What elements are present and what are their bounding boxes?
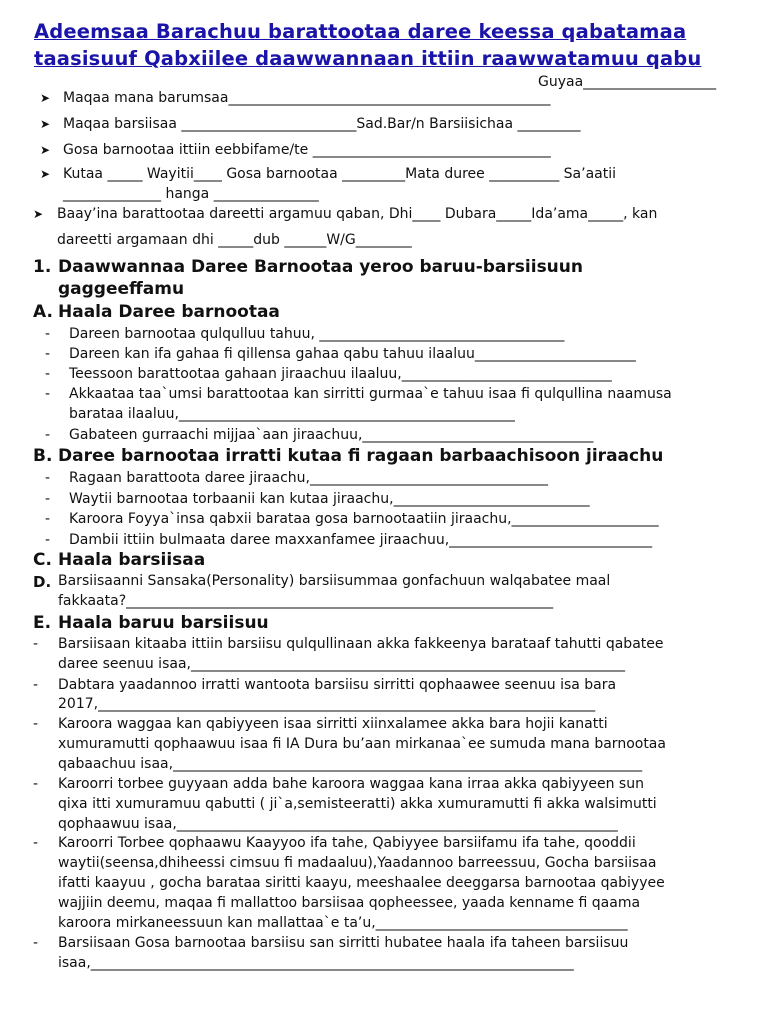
list-item: Dambii ittiin bulmaata daree maxxanfamee jiraachuu,_____________________________	[69, 532, 653, 548]
dash-bullet: -	[45, 532, 51, 548]
list-item: Waytii barnootaa torbaanii kan kutaa jiraachu,____________________________	[69, 491, 590, 507]
list-item: Teessoon barattootaa gahaan jiraachuu ilaaluu,______________________________	[69, 366, 612, 382]
section-1-number: 1.	[33, 257, 52, 277]
list-item-cont: barataa ilaaluu,________________________________________________	[69, 406, 515, 422]
arrow-bullet-icon: ➤	[40, 117, 51, 131]
arrow-bullet-icon: ➤	[40, 167, 51, 181]
title-line-1: Adeemsaa Barachuu barattootaa daree keessa qabatamaa	[34, 20, 687, 43]
section-1-title-cont: gaggeeffamu	[58, 279, 185, 299]
list-item: Dareen barnootaa qulqulluu tahuu, ___________________________________	[69, 326, 565, 342]
section-e-title: Haala baruu barsiisuu	[58, 613, 269, 633]
list-item-cont: daree seenuu isaa,______________________________________________________________	[58, 656, 625, 672]
section-a-title: Haala Daree barnootaa	[58, 302, 280, 322]
list-item: Dareen kan ifa gahaa fi qillensa gahaa qabu tahuu ilaaluu_______________________	[69, 346, 636, 362]
dash-bullet: -	[45, 427, 51, 443]
teacher-name-line: Maqaa barsiisaa _________________________Sad.Bar/n Barsiisichaa _________	[63, 116, 581, 132]
list-item-cont: isaa,_____________________________________________________________________	[58, 955, 574, 971]
section-c-title: Haala barsiisaa	[58, 550, 206, 570]
section-e-letter: E.	[33, 613, 52, 633]
list-item: Gabateen gurraachi mijjaa`aan jiraachuu,_________________________________	[69, 427, 594, 443]
dash-bullet: -	[45, 326, 51, 342]
section-1-title: Daawwannaa Daree Barnootaa yeroo baruu-barsiisuun	[58, 257, 583, 277]
dash-bullet: -	[33, 677, 39, 693]
dash-bullet: -	[33, 636, 39, 652]
section-c-letter: C.	[33, 550, 52, 570]
dash-bullet: -	[33, 776, 39, 792]
school-name-line: Maqaa mana barumsaa______________________________________________	[63, 90, 551, 106]
list-item: Barsiisaan kitaaba ittiin barsiisu qulqullinaan akka fakkeenya barataaf tahutti qabatee	[58, 636, 664, 652]
dash-bullet: -	[45, 346, 51, 362]
dash-bullet: -	[33, 716, 39, 732]
dash-bullet: -	[33, 835, 39, 851]
subject-line: Gosa barnootaa ittiin eebbifame/te __________________________________	[63, 142, 551, 158]
arrow-bullet-icon: ➤	[40, 143, 51, 157]
section-d-letter: D.	[33, 573, 52, 591]
list-item-cont: qophaawuu isaa,_______________________________________________________________	[58, 816, 618, 832]
dash-bullet: -	[45, 366, 51, 382]
class-period-line: Kutaa _____ Wayitii____ Gosa barnootaa _________Mata duree __________ Sa’aatii	[63, 166, 616, 182]
list-item-cont: karoora mirkaneessuun kan mallattaa`e ta’u,____________________________________	[58, 915, 628, 931]
dash-bullet: -	[45, 511, 51, 527]
student-count-line-cont: dareetti argamaan dhi _____dub ______W/G________	[57, 232, 412, 248]
list-item: Karoorri torbee guyyaan adda bahe karoora waggaa kana irraa akka qabiyyeen sun	[58, 776, 644, 792]
list-item: Barsiisaan Gosa barnootaa barsiisu san sirritti hubatee haala ifa taheen barsiisuu	[58, 935, 629, 951]
dash-bullet: -	[45, 470, 51, 486]
list-item: Akkaataa taa`umsi barattootaa kan sirritti gurmaa`e tahuu isaa fi qulqullina naamusa	[69, 386, 672, 402]
list-item: Karoorri Torbee qophaawu Kaayyoo ifa tahe, Qabiyyee barsiifamu ifa tahe, qooddii	[58, 835, 636, 851]
section-b-letter: B.	[33, 446, 53, 466]
list-item-cont: qabaachuu isaa,___________________________________________________________________	[58, 756, 643, 772]
list-item: Ragaan barattoota daree jiraachu,__________________________________	[69, 470, 548, 486]
dash-bullet: -	[33, 935, 39, 951]
arrow-bullet-icon: ➤	[40, 91, 51, 105]
document-title	[34, 18, 754, 72]
list-item-cont: xumuramutti qophaawuu isaa fi IA Dura bu’aan mirkanaa`ee sumuda mana barnootaa	[58, 736, 666, 752]
student-count-line: Baay’ina barattootaa dareetti argamuu qaban, Dhi____ Dubara_____Ida’ama_____, kan	[57, 206, 658, 222]
list-item: Karoora Foyya`insa qabxii barataa gosa barnootaatiin jiraachu,_____________________	[69, 511, 659, 527]
list-item-cont: ifatti kaayuu , gocha barataa siritti kaayu, meeshaalee deeggarsa barnootaa qabiyyee	[58, 875, 665, 891]
title-line-2: taasisuuf Qabxiilee daawwannaan ittiin raawwatamuu qabu	[34, 47, 702, 70]
dash-bullet: -	[45, 491, 51, 507]
list-item-cont: 2017,_______________________________________________________________________	[58, 696, 596, 712]
section-d-text: Barsiisaanni Sansaka(Personality) barsiisummaa gonfachuun walqabatee maal	[58, 573, 611, 589]
date-field: Guyaa___________________	[538, 74, 717, 90]
list-item-cont: wajjiin deemu, maqaa fi mallattoo barsiisaa qopheessee, yaada kenname fi qaama	[58, 895, 641, 911]
class-period-line-cont: ______________ hanga _______________	[63, 186, 319, 202]
dash-bullet: -	[45, 386, 51, 402]
list-item: Karoora waggaa kan qabiyyeen isaa sirritti xiinxalamee akka bara hojii kanatti	[58, 716, 608, 732]
list-item-cont: qixa itti xumuramuu qabutti ( ji`a,semisteeratti) akka xumuramutti fi akka walsimutti	[58, 796, 657, 812]
list-item-cont: waytii(seensa,dhiheessi cimsuu fi madaaluu),Yaadannoo barreessuu, Gocha barsiisaa	[58, 855, 657, 871]
arrow-bullet-icon: ➤	[33, 207, 44, 221]
section-b-title: Daree barnootaa irratti kutaa fi ragaan barbaachisoon jiraachu	[58, 446, 664, 466]
section-d-text-cont: fakkaata?_____________________________________________________________	[58, 593, 554, 609]
list-item: Dabtara yaadannoo irratti wantoota barsiisu sirritti qophaawee seenuu isa bara	[58, 677, 617, 693]
section-a-letter: A.	[33, 302, 53, 322]
